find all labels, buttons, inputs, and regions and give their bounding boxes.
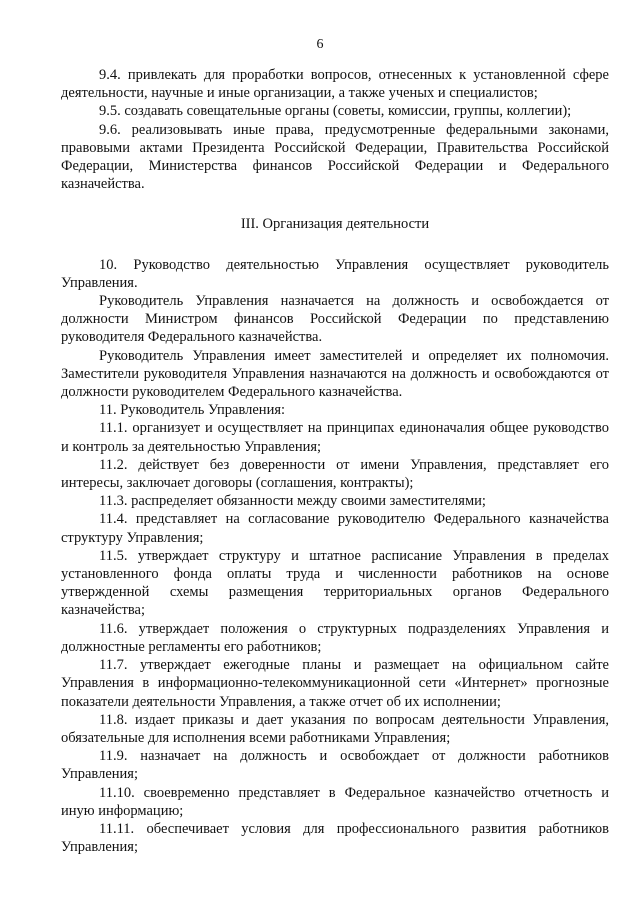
document-body bbox=[61, 66, 609, 856]
paragraph-11-1: 11.1. организует и осуществляет на принципах единоначалия общее руководство и контроль за деятельностью Управления; bbox=[61, 420, 609, 455]
paragraph-10-appointment: Руководитель Управления назначается на должность и освобождается от должности Министром финансов Российской Федерации по представлению руководителя Федерального казначейства. bbox=[61, 293, 609, 346]
paragraph-9-6: 9.6. реализовывать иные права, предусмотренные федеральными законами, правовыми актами Президента Российской Федерации, Правительства Российской Федерации, Министерства финансов Российской Федерации и Федерального казначейства. bbox=[61, 121, 609, 193]
paragraph-11-11: 11.11. обеспечивает условия для профессионального развития работников Управления; bbox=[61, 820, 609, 856]
paragraph-11-2: 11.2. действует без доверенности от имени Управления, представляет его интересы, заключает договоры (соглашения, контракты); bbox=[61, 456, 609, 492]
page-number: 6 bbox=[316, 37, 324, 52]
paragraph-9-4: 9.4. привлекать для проработки вопросов, отнесенных к установленной сфере деятельности, научные и иные организации, а также ученых и специалистов; bbox=[61, 67, 609, 102]
paragraph-10: 10. Руководство деятельностью Управления осуществляет руководитель Управления. bbox=[61, 256, 609, 291]
paragraph-11-5: 11.5. утверждает структуру и штатное расписание Управления в пределах установленного фонда оплаты труда и численности работников на основе утвержденной схемы размещения территориальных органов Федерального казначейства; bbox=[61, 547, 609, 619]
paragraph-10-deputies: Руководитель Управления имеет заместителей и определяет их полномочия. Заместители руководителя Управления назначаются на должность и освобождаются от должности руководителем Федерального казначейства. bbox=[61, 347, 609, 401]
section-heading: III. Организация деятельности bbox=[240, 216, 430, 233]
paragraph-11-7: 11.7. утверждает ежегодные планы и размещает на официальном сайте Управления в информационно-телекоммуникационной сети «Интернет» прогнозные показатели деятельности Управления, а также отчет об их исполнении; bbox=[61, 657, 609, 710]
paragraph-11-8: 11.8. издает приказы и дает указания по вопросам деятельности Управления, обязательные для исполнения всеми работниками Управления; bbox=[61, 711, 609, 746]
paragraph-9-5: 9.5. создавать совещательные органы (советы, комиссии, группы, коллегии); bbox=[99, 103, 572, 120]
paragraph-11-10: 11.10. своевременно представляет в Федеральное казначейство отчетность и иную информацию; bbox=[61, 784, 609, 819]
paragraph-11: 11. Руководитель Управления: bbox=[99, 402, 286, 419]
paragraph-11-6: 11.6. утверждает положения о структурных подразделениях Управления и должностные регламенты его работников; bbox=[61, 620, 609, 655]
paragraph-11-9: 11.9. назначает на должность и освобождает от должности работников Управления; bbox=[61, 748, 609, 783]
paragraph-11-4: 11.4. представляет на согласование руководителю Федерального казначейства структуру Управления; bbox=[61, 511, 609, 546]
paragraph-11-3: 11.3. распределяет обязанности между своими заместителями; bbox=[99, 493, 486, 510]
